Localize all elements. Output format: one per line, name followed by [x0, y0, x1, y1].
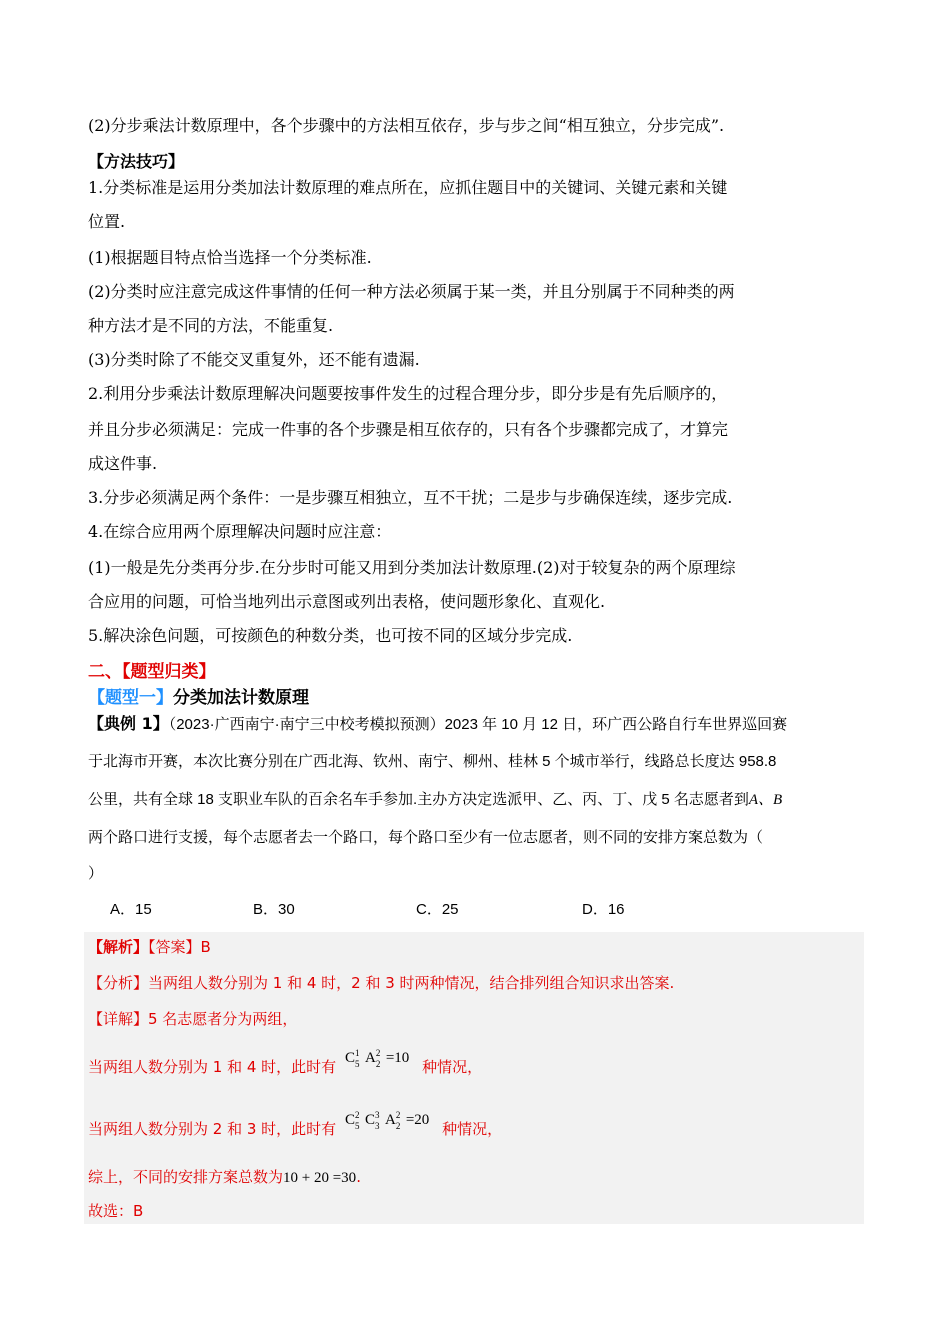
text-line: 并且分步必须满足：完成一件事的各个步骤是相互依存的，只有各个步骤都完成了，才算完	[88, 420, 729, 439]
example-source: （2023·广西南宁·南宁三中校考模拟预测）2023 年 10 月 12 日，环广西公路自行车世界巡回赛	[168, 716, 788, 733]
option-b: B．30	[253, 901, 295, 918]
type-tag: 【题型一】	[88, 688, 173, 708]
text-line: 1.分类标准是运用分类加法计数原理的难点所在，应抓住题目中的关键词、关键元素和关键	[88, 178, 728, 197]
example-line: 于北海市开赛，本次比赛分别在广西北海、钦州、南宁、柳州、桂林 5 个城市举行，线路总长度达 958.8	[88, 753, 777, 770]
solution-line	[88, 1109, 503, 1141]
text-line: (2)分步乘法计数原理中，各个步骤中的方法相互依存，步与步之间“相互独立，分步完成”.	[88, 116, 725, 135]
solution-line	[88, 1166, 361, 1189]
answer-text: 【答案】B	[148, 938, 211, 956]
solution-text: 当两组人数分别为 2 和 3 时，此时有	[88, 1120, 337, 1138]
example-line	[88, 788, 782, 812]
solution-line: 故选：B	[88, 1202, 144, 1220]
text-line: 3.分步必须满足两个条件：一是步骤互相独立，互不干扰；二是步与步确保连续，逐步完成.	[88, 488, 733, 507]
solution-text: 当两组人数分别为 1 和 4 时，此时有	[88, 1058, 337, 1076]
solution-panel	[84, 932, 864, 1224]
text-line: (1)一般是先分类再分步.在分步时可能又用到分类加法计数原理.(2)对于较复杂的两个原理综	[88, 558, 736, 577]
solution-line: 【详解】5 名志愿者分为两组，	[88, 1010, 298, 1028]
solution-line	[88, 936, 211, 958]
section-heading-types	[88, 660, 216, 684]
solution-text: 种情况，	[442, 1120, 503, 1138]
option-a: A．15	[110, 901, 152, 918]
text-line: (3)分类时除了不能交叉重复外，还不能有遗漏.	[88, 350, 420, 369]
text-line: 5.解决涂色问题，可按颜色的种数分类，也可按不同的区域分步完成.	[88, 626, 573, 645]
solution-line	[88, 1047, 483, 1079]
type-title: 分类加法计数原理	[173, 688, 309, 708]
section-number: 二、	[88, 662, 122, 682]
example-line: 两个路口进行支援，每个志愿者去一个路口，每个路口至少有一位志愿者，则不同的安排方案总数为（	[88, 829, 764, 846]
solution-text: 种情况，	[422, 1058, 483, 1076]
text-line: 4.在综合应用两个原理解决问题时应注意：	[88, 522, 392, 541]
example-line	[88, 712, 787, 737]
formula-c41a22: C 1 5 A 2 2 =10	[344, 1047, 410, 1069]
example-text: 公里，共有全球 18 支职业车队的百余名车手参加.主办方决定选派甲、乙、丙、丁、戊 5 名志愿者到	[88, 791, 749, 808]
text-line: 2.利用分步乘法计数原理解决问题要按事件发生的过程合理分步，即分步是有先后顺序的，	[88, 384, 728, 403]
formula-c52c33a22: C 2 5 C 3 3 A 2 2 =20	[344, 1109, 430, 1131]
text-line: 合应用的问题，可恰当地列出示意图或列出表格，使问题形象化、直观化.	[88, 592, 606, 611]
text-line: 位置.	[88, 212, 126, 231]
example-variables: A、B	[748, 792, 783, 808]
formula-sum: 10 + 20 =30	[283, 1170, 357, 1186]
analysis-tag: 【解析】	[88, 938, 149, 956]
text-line: (2)分类时应注意完成这件事情的任何一种方法必须属于某一类，并且分别属于不同种类的两	[88, 282, 735, 301]
example-line: ）	[88, 865, 104, 882]
solution-line: 【分析】当两组人数分别为 1 和 4 时，2 和 3 时两种情况，结合排列组合知识求出答案.	[88, 974, 675, 992]
option-c: C．25	[416, 901, 459, 918]
text-line: 种方法才是不同的方法，不能重复.	[88, 316, 334, 335]
text-line: (1)根据题目特点恰当选择一个分类标准.	[88, 248, 372, 267]
example-tag: 【典例 1】	[88, 714, 169, 733]
solution-text: 综上，不同的安排方案总数为	[88, 1168, 284, 1186]
type-heading	[88, 686, 309, 710]
option-d: D．16	[582, 901, 625, 918]
text-line: 成这件事.	[88, 454, 158, 473]
section-heading-method: 【方法技巧】	[88, 152, 185, 171]
section-title: 【题型归类】	[122, 662, 216, 682]
solution-text: .	[356, 1168, 361, 1186]
